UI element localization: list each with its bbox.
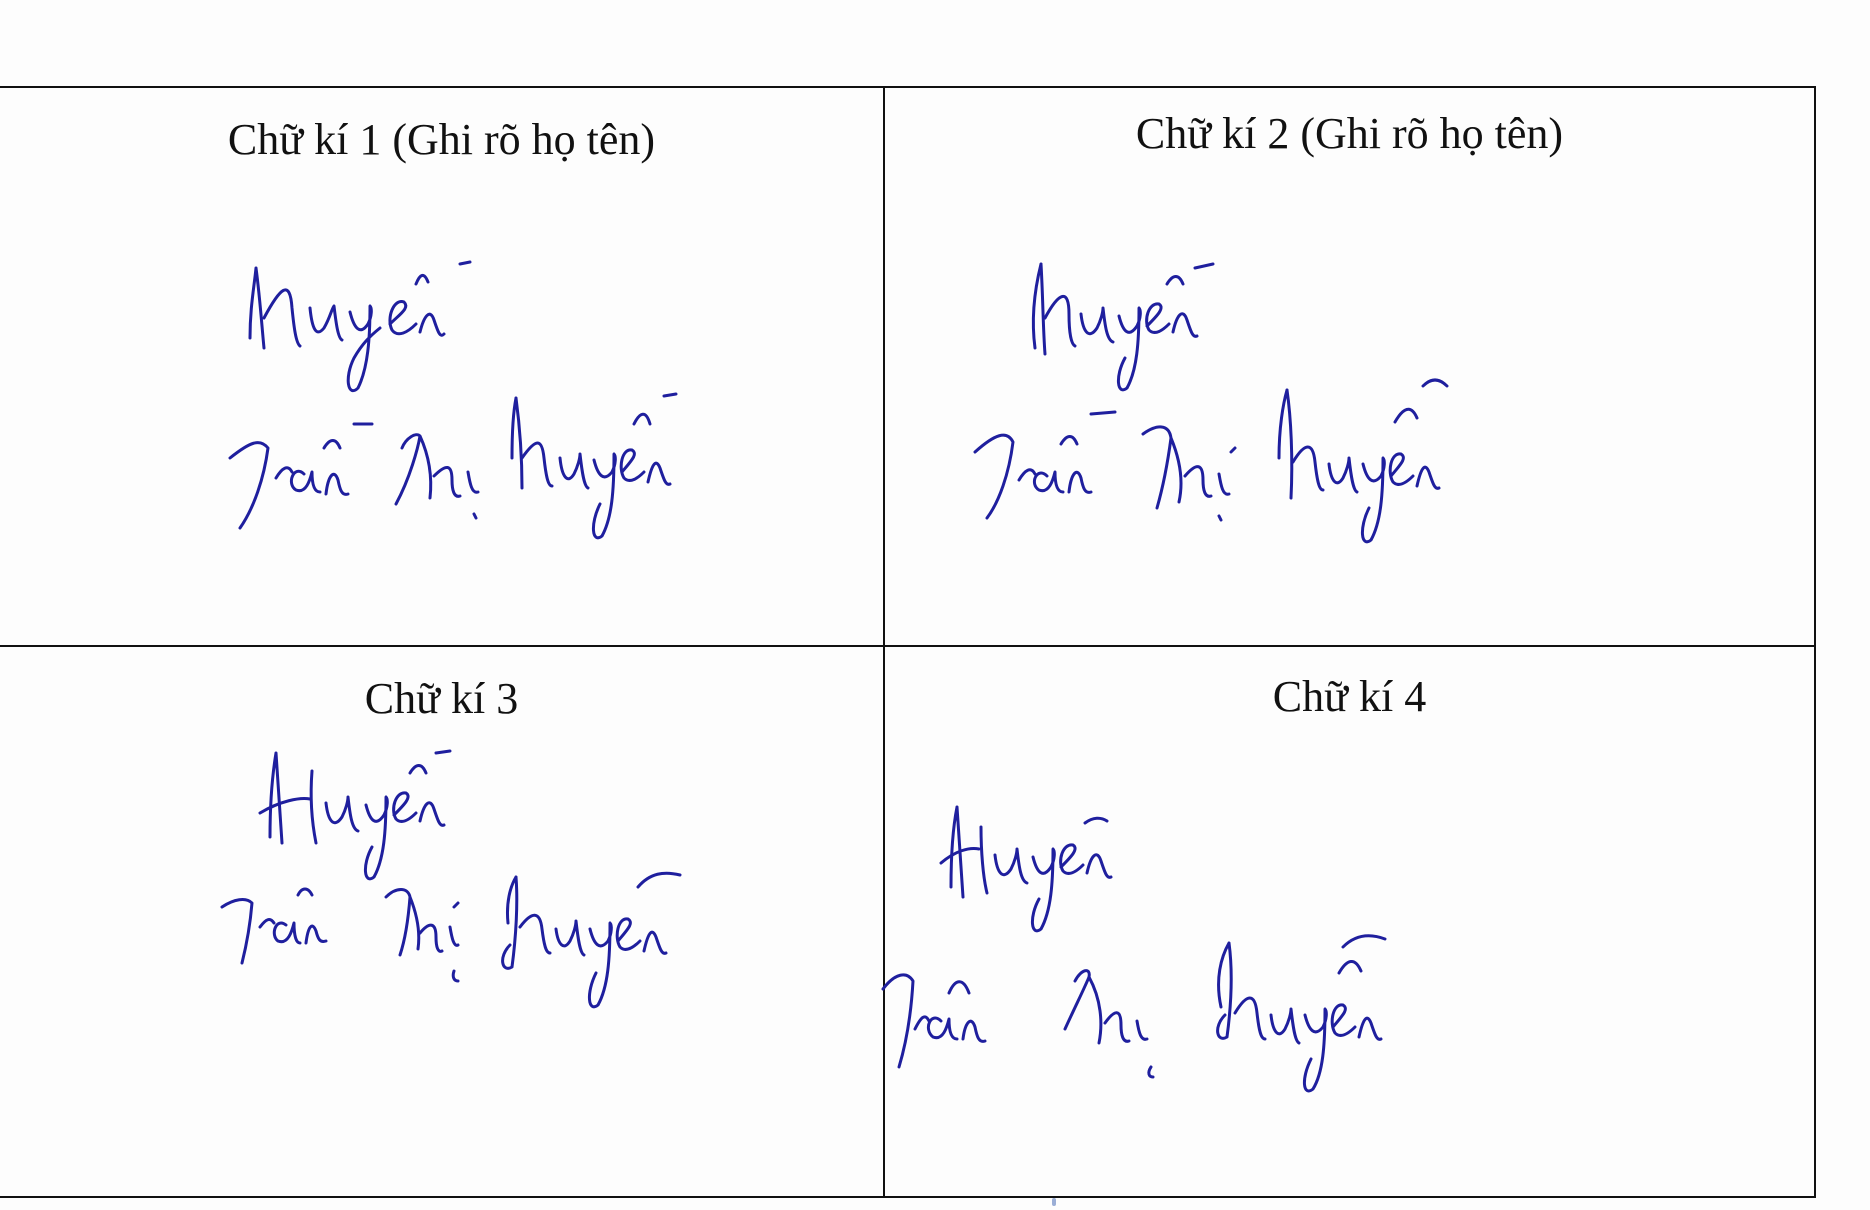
handwritten-signature-4 [885,767,1445,1087]
signature-cell-1 [0,88,883,645]
signature-label-4: Chữ kí 4 [1272,672,1427,721]
signature-label-2: Chữ kí 2 (Ghi rõ họ tên) [1135,109,1564,158]
signature-cell-4 [885,647,1814,1198]
signature-table [0,86,1816,1198]
signature-label-3: Chữ kí 3 [364,674,519,723]
handwritten-signature-1 [220,228,780,548]
signature-cell-2 [885,88,1814,645]
handwritten-signature-3 [240,727,840,1027]
signature-label-1: Chữ kí 1 (Ghi rõ họ tên) [227,115,656,164]
ink-speck [1052,1198,1056,1206]
signature-cell-3 [0,647,883,1198]
handwritten-signature-2 [895,218,1455,548]
